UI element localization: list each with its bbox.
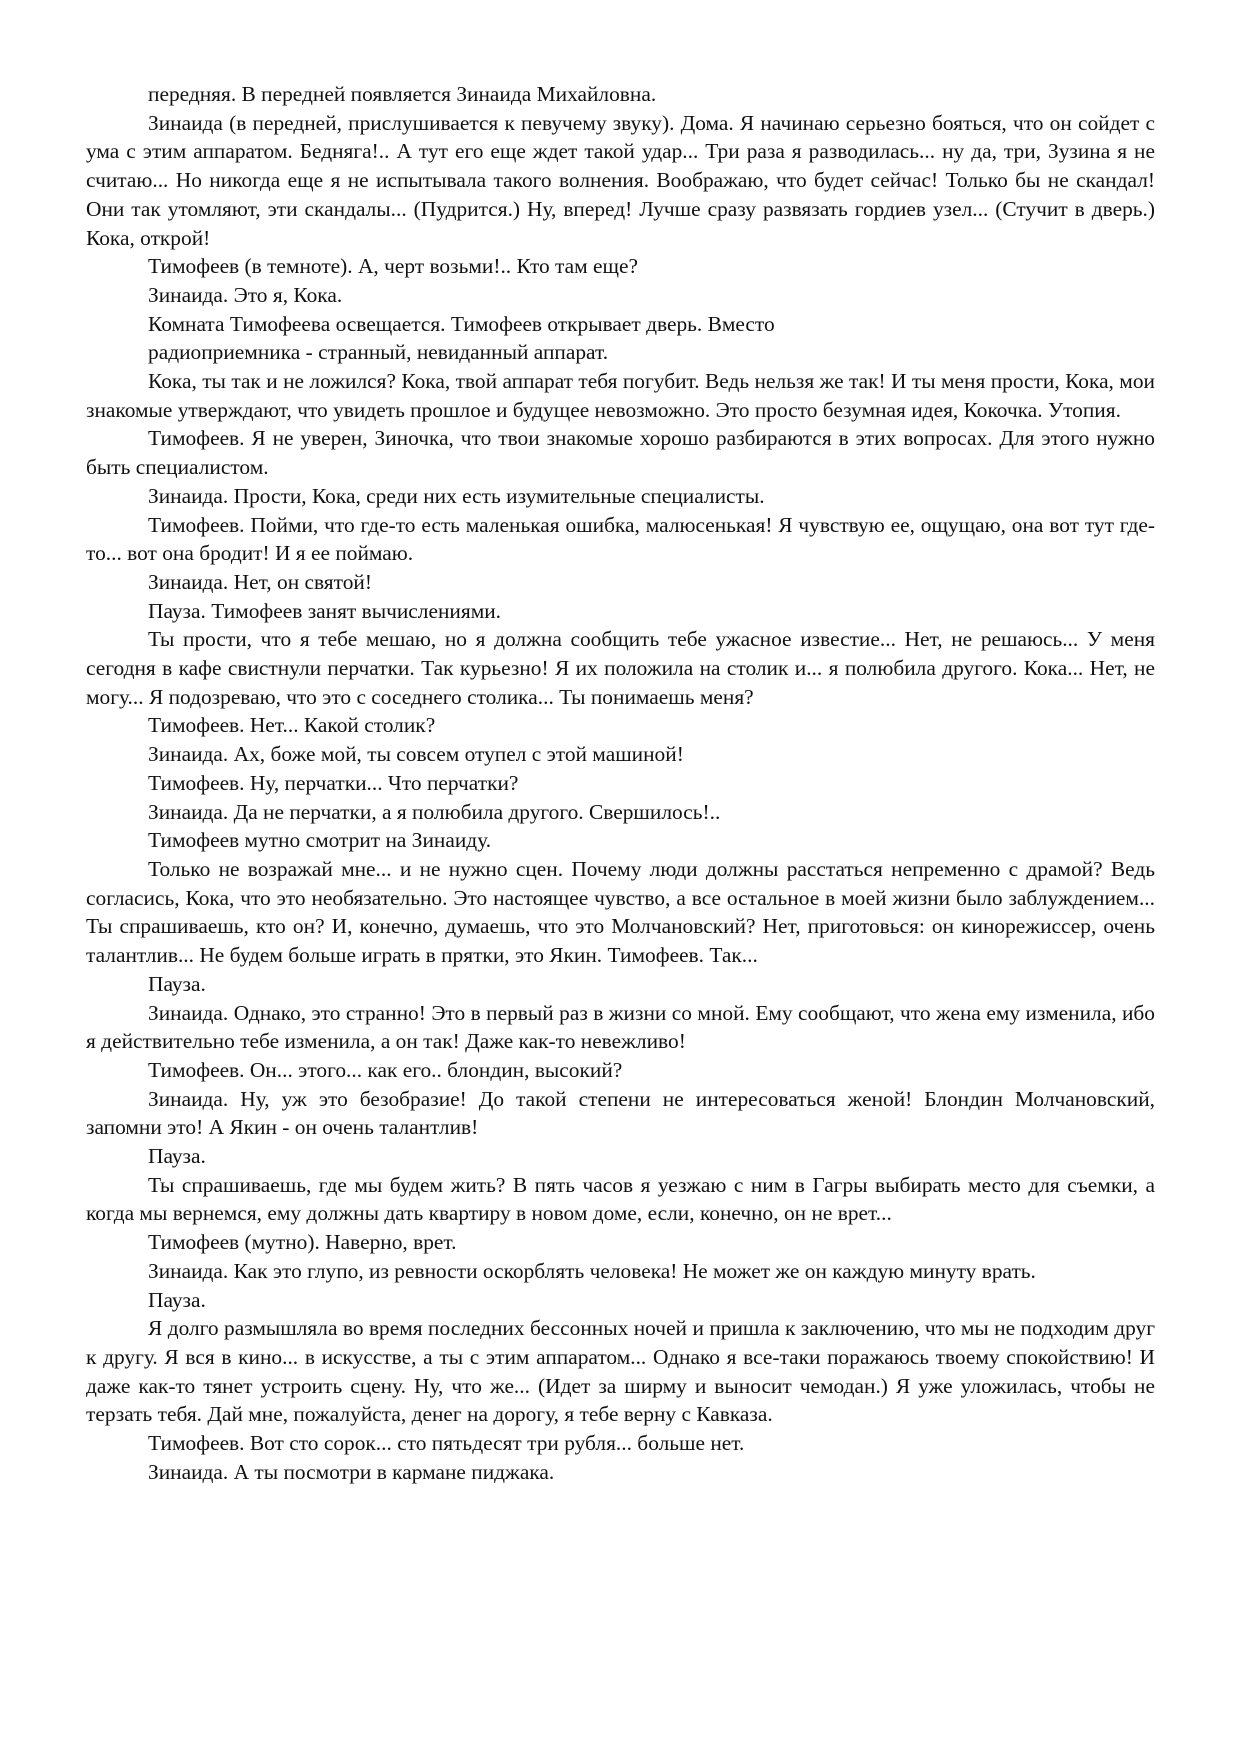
paragraph: Кока, ты так и не ложился? Кока, твой аппарат тебя погубит. Ведь нельзя же так! И ты меня прости, Кока, мои знакомые утверждают, что увидеть прошлое и будущее невозможно. Это просто безумная идея, Кокочка. Утопия. xyxy=(86,369,1155,422)
paragraph: Зинаида (в передней, прислушивается к певучему звуку). Дома. Я начинаю серьезно бояться, что он сойдет с ума с этим аппаратом. Бедняга!.. А тут его еще ждет такой удар... Три раза я разводилась... ну да, три, Зузина я не считаю... Но никогда еще я не испытывала такого волнения. Воображаю, что будет сейчас! Только бы не скандал! Они так утомляют, эти скандалы... (Пудрится.) Ну, вперед! Лучше сразу развязать гордиев узел... (Стучит в дверь.) Кока, открой! xyxy=(86,110,1155,250)
paragraph: Зинаида. Ах, боже мой, ты совсем отупел с этой машиной! xyxy=(148,742,684,767)
paragraph: Я долго размышляла во время последних бессонных ночей и пришла к заключению, что мы не подходим друг к другу. Я вся в кино... в искусстве, а ты с этим аппаратом... Однако я все-таки поражаюсь твоему спокойствию! И даже как-то тянет устроить сцену. Ну, что же... (Идет за ширму и выносит чемодан.) Я уже уложилась, чтобы не терзать тебя. Дай мне, пожалуйста, денег на дорогу, я тебе верну с Кавказа. xyxy=(86,1316,1155,1427)
stage-direction: Тимофеев мутно смотрит на Зинаиду. xyxy=(148,828,492,853)
paragraph: Тимофеев. Он... этого... как его.. блондин, высокий? xyxy=(148,1057,623,1082)
paragraph: Зинаида. А ты посмотри в кармане пиджака. xyxy=(148,1459,555,1484)
stage-direction: радиоприемника - странный, невиданный аппарат. xyxy=(148,340,609,365)
paragraph: Зинаида. Однако, это странно! Это в первый раз в жизни со мной. Ему сообщают, что жена ему изменила, ибо я действительно тебе изменила, а он так! Даже как-то невежливо! xyxy=(86,1000,1155,1054)
stage-direction: Комната Тимофеева освещается. Тимофеев открывает дверь. Вместо xyxy=(148,311,775,336)
stage-direction: Пауза. xyxy=(148,971,206,996)
paragraph: Тимофеев. Вот сто сорок... сто пятьдесят три рубля... больше нет. xyxy=(148,1431,745,1456)
paragraph: Зинаида. Ну, уж это безобразие! До такой степени не интересоваться женой! Блондин Молчановский, запомни это! А Якин - он очень талантлив! xyxy=(86,1086,1155,1140)
paragraph: Тимофеев. Ну, перчатки... Что перчатки? xyxy=(148,770,519,795)
paragraph: Зинаида. Нет, он святой! xyxy=(148,569,372,594)
paragraph: Ты спрашиваешь, где мы будем жить? В пять часов я уезжаю с ним в Гагры выбирать место для съемки, а когда мы вернемся, ему должны дать квартиру в новом доме, если, конечно, он не врет... xyxy=(86,1172,1155,1226)
paragraph: Ты прости, что я тебе мешаю, но я должна сообщить тебе ужасное известие... Нет, не решаюсь... У меня сегодня в кафе свистнули перчатки. Так курьезно! Я их положила на столик и... я полюбила другого. Кока... Нет, не могу... Я подозреваю, что это с соседнего столика... Ты понимаешь меня? xyxy=(86,627,1155,709)
stage-direction: Пауза. Тимофеев занят вычислениями. xyxy=(148,598,502,623)
stage-direction: Пауза. xyxy=(148,1144,206,1169)
stage-direction: Пауза. xyxy=(148,1287,206,1312)
paragraph: Тимофеев (мутно). Наверно, врет. xyxy=(148,1230,457,1255)
document-page xyxy=(86,80,1155,1486)
paragraph: Только не возражай мне... и не нужно сцен. Почему люди должны расстаться непременно с драмой? Ведь согласись, Кока, что это необязательно. Это настоящее чувство, а все остальное в моей жизни было заблуждением... Ты спрашиваешь, кто он? И, конечно, думаешь, что это Молчановский? Нет, приготовься: он кинорежиссер, очень талантлив... Не будем больше играть в прятки, это Якин. Тимофеев. Так... xyxy=(86,856,1155,968)
paragraph: Зинаида. Это я, Кока. xyxy=(148,282,343,307)
paragraph: Зинаида. Как это глупо, из ревности оскорблять человека! Не может же он каждую минуту врать. xyxy=(148,1258,1036,1283)
paragraph: Зинаида. Прости, Кока, среди них есть изумительные специалисты. xyxy=(148,483,765,508)
paragraph: передняя. В передней появляется Зинаида Михайловна. xyxy=(148,82,657,106)
paragraph: Тимофеев. Пойми, что где-то есть маленькая ошибка, малюсенькая! Я чувствую ее, ощущаю, она вот тут где-то... вот она бродит! И я ее поймаю. xyxy=(86,512,1155,566)
paragraph: Тимофеев. Нет... Какой столик? xyxy=(148,713,436,738)
paragraph: Тимофеев. Я не уверен, Зиночка, что твои знакомые хорошо разбираются в этих вопросах. Для этого нужно быть специалистом. xyxy=(86,426,1155,480)
paragraph: Зинаида. Да не перчатки, а я полюбила другого. Свершилось!.. xyxy=(148,799,721,824)
paragraph: Тимофеев (в темноте). А, черт возьми!.. Кто там еще? xyxy=(148,254,638,279)
